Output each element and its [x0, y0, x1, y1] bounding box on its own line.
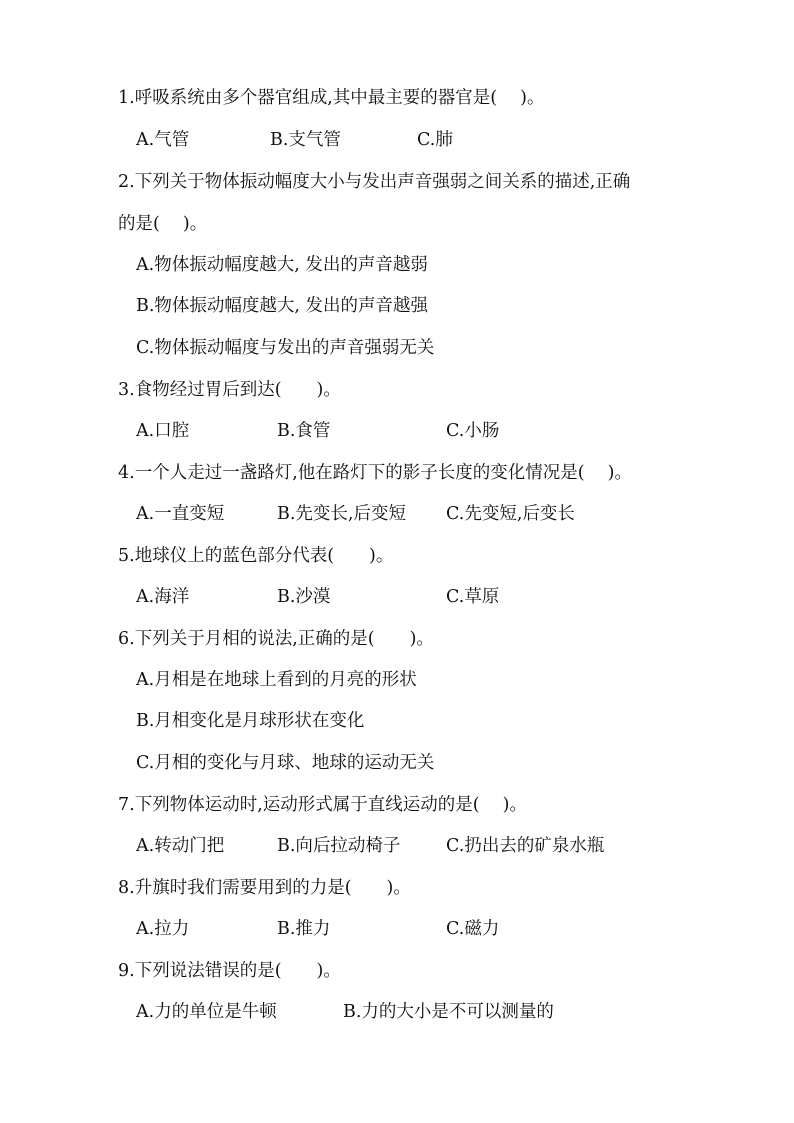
question-6-option-c: C.月相的变化与月球、地球的运动无关	[136, 753, 435, 773]
question-5-option-b: B.沙漠	[277, 587, 331, 607]
question-9-option-a: A.力的单位是牛顿	[136, 1002, 277, 1022]
question-7-option-c: C.扔出去的矿泉水瓶	[446, 836, 605, 856]
question-5-option-a: A.海洋	[136, 587, 190, 607]
question-7-option-b: B.向后拉动椅子	[277, 836, 401, 856]
question-3-stem: 3.食物经过胃后到达( )。	[118, 380, 341, 400]
question-6-option-b: B.月相变化是月球形状在变化	[136, 711, 365, 731]
question-4-option-c: C.先变短,后变长	[446, 504, 575, 524]
question-3-option-b: B.食管	[277, 421, 331, 441]
question-4-option-b: B.先变长,后变短	[277, 504, 406, 524]
question-3-option-a: A.口腔	[136, 421, 190, 441]
question-8-stem: 8.升旗时我们需要用到的力是( )。	[118, 878, 411, 898]
question-8-option-c: C.磁力	[446, 919, 500, 939]
question-9-option-b: B.力的大小是不可以测量的	[343, 1002, 554, 1022]
question-1-stem: 1.呼吸系统由多个器官组成,其中最主要的器官是( )。	[118, 88, 545, 108]
question-2-option-b: B.物体振动幅度越大, 发出的声音越强	[136, 296, 429, 316]
question-7-option-a: A.转动门把	[136, 836, 225, 856]
question-5-stem: 5.地球仪上的蓝色部分代表( )。	[118, 546, 394, 566]
question-5-option-c: C.草原	[446, 587, 500, 607]
question-7-stem: 7.下列物体运动时,运动形式属于直线运动的是( )。	[118, 795, 527, 815]
question-2-option-c: C.物体振动幅度与发出的声音强弱无关	[136, 338, 435, 358]
question-3-option-c: C.小肠	[446, 421, 500, 441]
question-2-stem-continued: 的是( )。	[118, 214, 208, 234]
question-1-option-a: A.气管	[136, 130, 190, 150]
question-6-option-a: A.月相是在地球上看到的月亮的形状	[136, 670, 417, 690]
question-9-stem: 9.下列说法错误的是( )。	[118, 961, 341, 981]
question-4-option-a: A.一直变短	[136, 504, 225, 524]
question-1-option-b: B.支气管	[270, 130, 341, 150]
question-2-option-a: A.物体振动幅度越大, 发出的声音越弱	[136, 255, 428, 275]
question-8-option-b: B.推力	[277, 919, 331, 939]
question-8-option-a: A.拉力	[136, 919, 190, 939]
question-1-option-c: C.肺	[417, 130, 453, 150]
question-4-stem: 4.一个人走过一盏路灯,他在路灯下的影子长度的变化情况是( )。	[118, 463, 632, 483]
question-2-stem: 2.下列关于物体振动幅度大小与发出声音强弱之间关系的描述,正确	[118, 172, 631, 192]
question-6-stem: 6.下列关于月相的说法,正确的是( )。	[118, 629, 434, 649]
